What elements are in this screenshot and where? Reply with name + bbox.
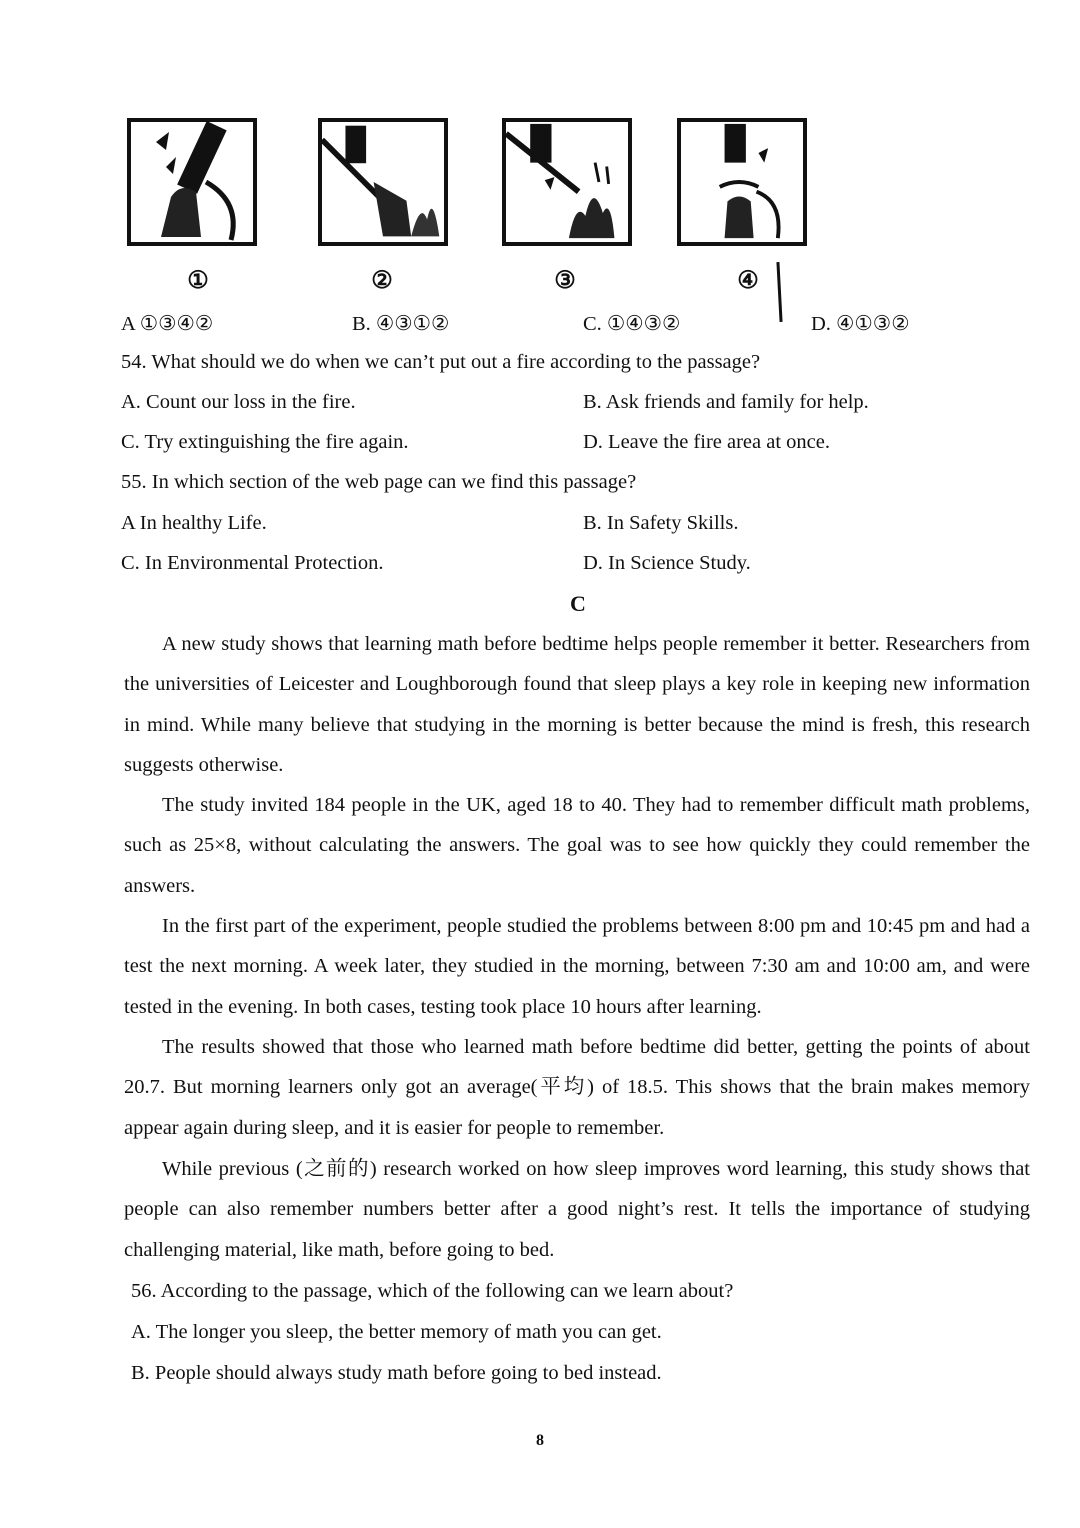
sweep-side-illustration — [681, 122, 803, 242]
passage-text-1: A new study shows that learning math before bedtime helps people remember it better. Researchers from the universities of Leicester and Loughborough found that sleep plays a key role in keeping new information in mind. While many believe that studying in the morning is better because the mind is fresh, this research suggests otherwise. — [124, 633, 1030, 776]
q54-option-c: C. Try extinguishing the fire again. — [121, 431, 409, 453]
q53-option-c: C. ①④③② — [583, 313, 681, 335]
step-picture-1 — [127, 118, 257, 246]
passage-paragraph-1 — [124, 624, 1030, 785]
passage-text-3: In the first part of the experiment, people studied the problems between 8:00 pm and 10:45 pm and had a test the next morning. A week later, they studied in the morning, between 7:30 am and 10:00 am, and were tested in the evening. In both cases, testing took place 10 hours after learning. — [124, 915, 1030, 1018]
figure-label-2: ② — [371, 268, 393, 294]
step-picture-4 — [677, 118, 807, 246]
q55-option-a: A In healthy Life. — [121, 512, 267, 534]
q55-option-b: B. In Safety Skills. — [583, 512, 739, 534]
passage-paragraph-3 — [124, 906, 1030, 1027]
q53-option-d: D. ④①③② — [811, 313, 910, 335]
pull-pin-illustration — [131, 122, 253, 242]
q54-question: 54. What should we do when we can’t put out a fire according to the passage? — [121, 351, 761, 373]
passage-text-2: The study invited 184 people in the UK, aged 18 to 40. They had to remember difficult math problems, such as 25×8, without calculating the answers. The goal was to see how quickly they could remember the answers. — [124, 794, 1030, 897]
pen-mark — [776, 262, 782, 322]
q54-option-a: A. Count our loss in the fire. — [121, 391, 356, 413]
figure-label-1: ① — [187, 268, 209, 294]
q55-option-d: D. In Science Study. — [583, 552, 751, 574]
step-picture-3 — [502, 118, 632, 246]
passage-paragraph-5 — [124, 1149, 1030, 1270]
q55-option-c: C. In Environmental Protection. — [121, 552, 384, 574]
q56-question: 56. According to the passage, which of the following can we learn about? — [131, 1280, 734, 1302]
q56-option-a: A. The longer you sleep, the better memory of math you can get. — [131, 1321, 662, 1343]
q53-option-a: A ①③④② — [121, 313, 214, 335]
page-number: 8 — [536, 1432, 544, 1449]
aim-nozzle-illustration — [322, 122, 444, 242]
extinguisher-steps-figure — [0, 118, 1080, 258]
figure-label-4: ④ — [737, 268, 759, 294]
passage-text-4: The results showed that those who learned math before bedtime did better, getting the points of about 20.7. But morning learners only got an average(平均) of 18.5. This shows that the brain makes memory appear again during sleep, and it is easier for people to remember. — [124, 1036, 1030, 1139]
passage-text-5: While previous (之前的) research worked on how sleep improves word learning, this study shows that people can also remember numbers better after a good night’s rest. It tells the importance of studying challenging material, like math, before going to bed. — [124, 1158, 1030, 1261]
q54-option-d: D. Leave the fire area at once. — [583, 431, 830, 453]
q53-option-b: B. ④③①② — [352, 313, 450, 335]
q56-option-b: B. People should always study math before going to bed instead. — [131, 1362, 662, 1384]
passage-paragraph-4 — [124, 1027, 1030, 1148]
figure-label-3: ③ — [554, 268, 576, 294]
step-picture-2 — [318, 118, 448, 246]
q54-option-b: B. Ask friends and family for help. — [583, 391, 869, 413]
section-heading: C — [570, 591, 586, 616]
passage-paragraph-2 — [124, 785, 1030, 906]
squeeze-handle-illustration — [506, 122, 628, 242]
q55-question: 55. In which section of the web page can we find this passage? — [121, 471, 637, 493]
